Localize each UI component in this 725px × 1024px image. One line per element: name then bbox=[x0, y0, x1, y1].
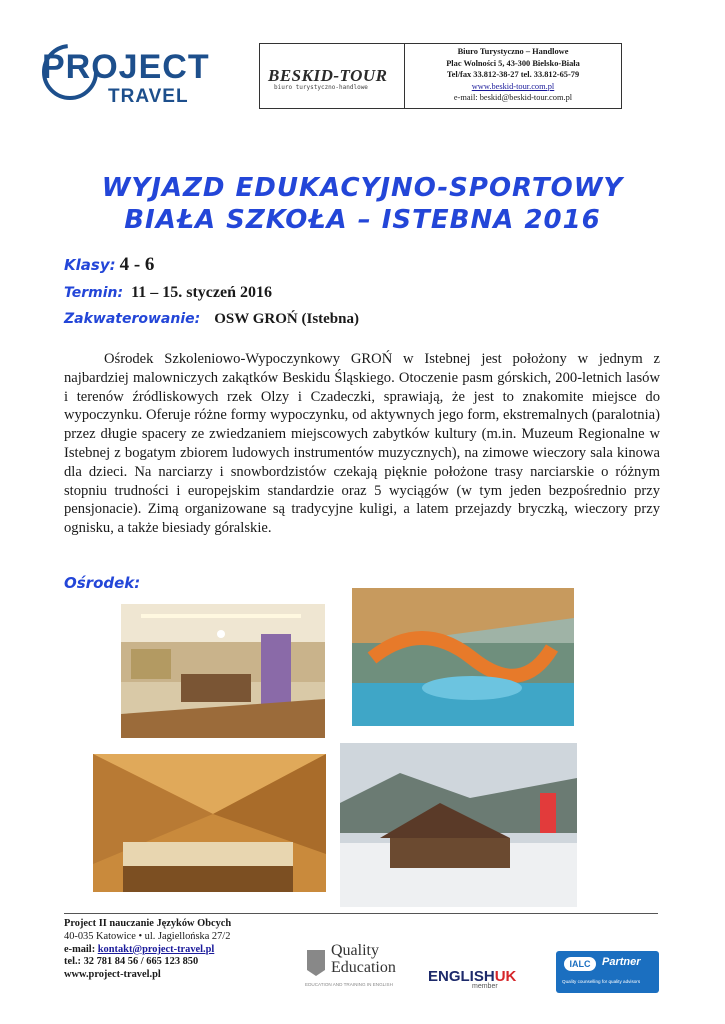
project-travel-logo bbox=[36, 40, 210, 110]
aquapark-image bbox=[352, 588, 574, 726]
footer-contact bbox=[64, 918, 304, 982]
agency-brand-sub: biuro turystyczno-handlowe bbox=[274, 84, 368, 91]
page-title bbox=[40, 172, 685, 236]
quality-education-badge bbox=[305, 944, 425, 992]
agency-email: e-mail: beskid@beskid-tour.com.pl bbox=[453, 93, 573, 103]
classes-row bbox=[64, 254, 154, 276]
qe-emblem-icon bbox=[305, 948, 327, 978]
term-value: 11 – 15. styczeń 2016 bbox=[131, 284, 272, 301]
agency-website-link[interactable]: www.beskid-tour.com.pl bbox=[471, 81, 555, 91]
classes-value: 4 - 6 bbox=[119, 254, 155, 275]
qe-line-1: Quality bbox=[331, 942, 379, 959]
description-paragraph: Ośrodek Szkoleniowo-Wypoczynkowy GROŃ w Istebnej jest położony w jednym z najbardziej malowniczych zakątków Beskidu Śląskiego. Otoczenie pasm górskich, 200-letnich lasów i terenów źródliskowych rzek Olzy i Czadeczki, sprawiają, że jest to znakomite miejsce do wypoczynku. Oferuje różne formy wypoczynku, od aktywnych jego form, ekstremalnych (paralotnia) przez długie spacery ze zwiedzaniem miejscowych zabytków kultury (m.in. Muzeum Regionalne w Istebnej z bogatym zbiorem ludowych instrumentów muzycznych), na zimowe wieczory sala kinowa dla dzieci. Na narciarzy i snowbordzistów czekają pięknie położone trasy narciarskie o różnym stopniu trudności i europejskim standardzie oraz 5 wyciągów (w tym jeden bezpośrednio przy pensjonacie). Zimą organizowane są tradycyjne kuligi, a latem przejazdy bryczką, wieczory przy ognisku, a także biesiady góralskie. bbox=[64, 351, 660, 537]
photo-ski-resort bbox=[340, 743, 577, 907]
term-row bbox=[64, 284, 272, 302]
ialc-partner-badge bbox=[556, 951, 659, 993]
footer-phone: tel.: 32 781 84 56 / 665 123 850 bbox=[64, 956, 199, 968]
footer-website: www.project-travel.pl bbox=[64, 969, 161, 981]
english-uk-badge bbox=[428, 968, 548, 998]
lodging-row bbox=[64, 310, 359, 328]
logo-word-travel: TRAVEL bbox=[108, 86, 189, 107]
lodging-label: Zakwaterowanie: bbox=[64, 311, 201, 327]
agency-contact-details bbox=[405, 44, 621, 108]
dining-room-image bbox=[121, 604, 325, 738]
agency-brand: BESKID-TOUR bbox=[268, 66, 388, 85]
photo-aquapark bbox=[352, 588, 574, 726]
qe-tagline: EDUCATION AND TRAINING IN ENGLISH bbox=[305, 982, 393, 987]
photo-dining-room bbox=[121, 604, 325, 738]
agency-contact-box bbox=[259, 43, 622, 109]
ski-resort-image bbox=[340, 743, 577, 907]
agency-line-2: Plac Wolności 5, 43-300 Bielsko-Biała bbox=[446, 58, 580, 68]
section-heading: Ośrodek: bbox=[64, 574, 141, 592]
lodging-value: OSW GROŃ (Istebna) bbox=[214, 311, 359, 327]
title-line-1: WYJAZD EDUKACYJNO-SPORTOWY bbox=[101, 173, 624, 203]
agency-line-3: Tel/fax 33.812-38-27 tel. 33.812-65-79 bbox=[446, 70, 580, 80]
footer-email-label: e-mail: bbox=[64, 943, 98, 955]
ialc-tagline: Quality counselling for quality advisors bbox=[562, 979, 641, 984]
term-label: Termin: bbox=[64, 285, 124, 301]
agency-line-1: Biuro Turystyczno – Handlowe bbox=[457, 47, 569, 56]
euk-main: ENGLISH bbox=[428, 968, 495, 985]
footer-address: 40-035 Katowice • ul. Jagiellońska 27/2 bbox=[64, 930, 231, 942]
attic-room-image bbox=[93, 754, 326, 892]
classes-label: Klasy: bbox=[64, 256, 116, 274]
qe-line-2: Education bbox=[331, 959, 396, 976]
euk-accent: UK bbox=[494, 968, 517, 985]
title-line-2: BIAŁA SZKOŁA – ISTEBNA 2016 bbox=[124, 205, 601, 235]
agency-logo bbox=[260, 44, 405, 108]
logo-word-project: PROJECT bbox=[42, 48, 210, 86]
ialc-name: IALC bbox=[564, 957, 596, 971]
footer-divider bbox=[64, 913, 658, 914]
footer-email-link[interactable]: kontakt@project-travel.pl bbox=[97, 943, 215, 955]
ialc-partner: Partner bbox=[602, 956, 641, 968]
photo-attic-room bbox=[93, 754, 326, 892]
footer-company: Project II nauczanie Języków Obcych bbox=[64, 918, 232, 929]
euk-member: member bbox=[472, 983, 498, 990]
